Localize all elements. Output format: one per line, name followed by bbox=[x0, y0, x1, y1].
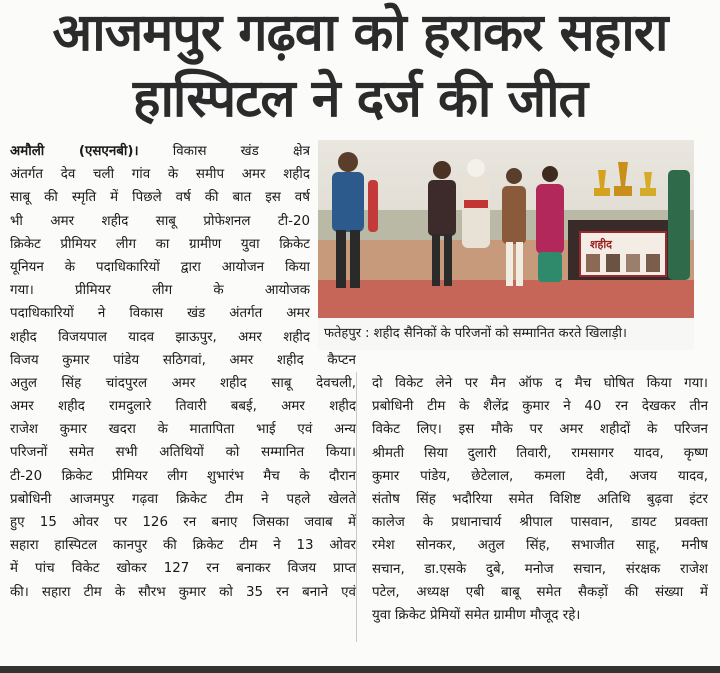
article-line: भी अमर शहीद साबू प्रोफेशनल टी-20 bbox=[10, 213, 310, 229]
article-line: विजय कुमार पांडेय सठिगवां, अमर शहीद कैप्टन bbox=[10, 352, 356, 368]
photo-caption: फतेहपुर : शहीद सैनिकों के परिजनों को सम्मानित करते खिलाड़ी। bbox=[318, 318, 694, 350]
article-line: में पांच विकेट खोकर 127 रन बनाकर विजय प्राप्त bbox=[10, 561, 356, 577]
article-line: प्रबोधिनी आजमपुर गढ़वा क्रिकेट टीम ने पहले खेलते bbox=[10, 491, 356, 507]
article-line: विकेट लिए। इस मौके पर अमर शहीदों के परिजन bbox=[372, 422, 708, 438]
article-line-text: विकास खंड क्षेत्र bbox=[138, 144, 310, 159]
article-line: परिजनों समेत सभी अतिथियों को सम्मानित किया। bbox=[10, 445, 356, 461]
article-line: संतोष सिंह भदौरिया समेत विशिष्ट अतिथि बुढ़वा इंटर bbox=[372, 491, 708, 507]
article-line: अमर शहीद रामदुलारे तिवारी बबई, अमर शहीद bbox=[10, 399, 356, 415]
article-left-column bbox=[10, 140, 356, 604]
article-line: सचान, डा.एसके दुबे, मनोज सचान, संरक्षक राजेश bbox=[372, 561, 708, 577]
article-line: अंतर्गत देव चली गांव के समीप अमर शहीद bbox=[10, 167, 310, 183]
article-line: दो विकेट लेने पर मैन ऑफ द मैच घोषित किया गया। bbox=[372, 376, 708, 391]
article-line: सहारा हास्पिटल कानपुर की क्रिकेट टीम ने 13 ओवर bbox=[10, 538, 356, 554]
bottom-rule bbox=[0, 666, 720, 673]
article-line: की। सहारा टीम के सौरभ कुमार को 35 रन बनाने एवं bbox=[10, 584, 356, 600]
article-line: रमेश सोनकर, अतुल सिंह, सभाजीत साहू, मनीष bbox=[372, 538, 708, 554]
dateline: अमौली (एसएनबी)। bbox=[10, 144, 139, 159]
headline-line-1: आजमपुर गढ़वा को हराकर सहारा bbox=[52, 3, 668, 63]
article-right-column bbox=[372, 372, 708, 627]
column-divider bbox=[356, 372, 357, 642]
article-line: टी-20 क्रिकेट प्रीमियर लीग शुभारंभ मैच के दौरान bbox=[10, 468, 356, 484]
headline-line-2: हास्पिटल ने दर्ज की जीत bbox=[132, 69, 588, 129]
article-line: प्रबोधिनी टीम के शैलेंद्र कुमार ने 40 रन देखकर तीन bbox=[372, 399, 708, 415]
article-line: यूनियन के पदाधिकारियों द्वारा आयोजन किया bbox=[10, 259, 310, 275]
banner-text: शहीद bbox=[590, 238, 613, 251]
article-line: पटेल, अध्यक्ष एबी बाबू समेत सैकड़ों की संख्या में bbox=[372, 584, 708, 600]
article-line: शहीद विजयपाल यादव झाऊपुर, अमर शहीद bbox=[10, 329, 310, 345]
article-line: हुए 15 ओवर पर 126 रन बनाए जिसका जवाब में bbox=[10, 515, 356, 530]
article-line: पदाधिकारियों ने विकास खंड अंतर्गत अमर bbox=[10, 306, 310, 322]
article-line: कालेज के प्रधानाचार्य श्रीपाल पासवान, डायट प्रवक्ता bbox=[372, 515, 708, 531]
article-line: साबू की स्मृति में पिछले वर्ष की बात इस वर्ष bbox=[10, 190, 310, 206]
article-line: कुमार पांडेय, छेटेलाल, कमला देवी, अजय यादव, bbox=[372, 468, 708, 484]
article-line: युवा क्रिकेट प्रेमियों समेत ग्रामीण मौजूद रहे। bbox=[372, 607, 581, 623]
article-line: क्रिकेट प्रीमियर लीग का ग्रामीण युवा क्रिकेट bbox=[10, 236, 310, 252]
news-photo bbox=[318, 140, 694, 318]
article-line: अतुल सिंह चांदपुरल अमर शहीद साबू देवचली, bbox=[10, 375, 356, 391]
article-line bbox=[10, 140, 310, 163]
photo-illustration bbox=[318, 140, 694, 318]
article-line: राजेश कुमार खदरा के मातापिता भाई एवं अन्य bbox=[10, 422, 356, 438]
article-line: गया। प्रीमियर लीग के आयोजक bbox=[10, 283, 310, 299]
article-line: श्रीमती सिया दुलारी तिवारी, रामसागर यादव, कृष्ण bbox=[372, 445, 708, 461]
